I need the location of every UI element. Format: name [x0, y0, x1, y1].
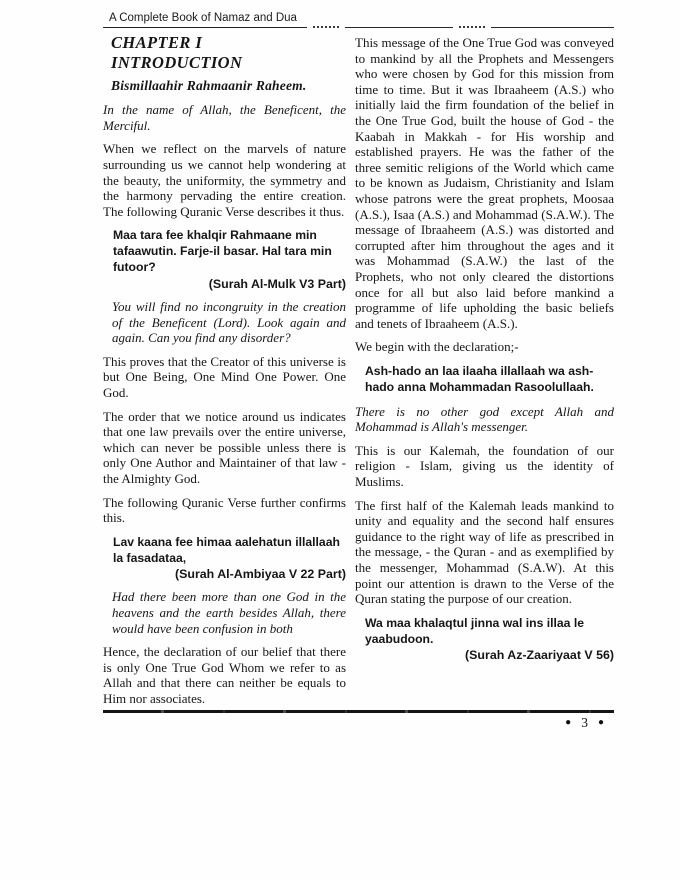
paragraph-confirms: The following Quranic Verse further confirms this. — [103, 494, 346, 526]
header-rule-dots — [459, 22, 485, 28]
header-rule-segment — [345, 23, 453, 28]
kalemah-verse: Ash-hado an laa ilaaha illallaah wa ash-hado anna Mohammadan Rasoolullaah. — [365, 363, 594, 394]
paragraph-message: This message of the One True God was conveyed to mankind by all the Prophets and Messengers who were chosen by God for this mission from time to time. But it was Ibraaheem (A.S.) who initially laid the firm foundation of the belief in the One True God, built the house of God - the Kaabah in Makkah - for His worship and established prayers. He was the father of the three semitic religions of the World which came to be known as Judaism, Christianity and Islam whose patrons were the great prophets, Moosaa (A.S.), Isaa (A.S.) and Mohammad (S.A.W.). The message of Ibraaheem (A.S.) was distorted and corrupted after him throughout the ages and it was Mohammad (S.A.W.) the last of the Prophets, who not only cleared the distortions once for all but also laid before mankind a programme of life upholding the basic beliefs and tenets of Ibraaheem (A.S.). — [355, 35, 614, 331]
right-column — [355, 33, 614, 707]
bismillah-translation: In the name of Allah, the Beneficent, the Merciful. — [103, 102, 346, 133]
bismillah: Bismillaahir Rahmaanir Raheem. — [111, 78, 307, 94]
page-number: 3 — [581, 714, 588, 730]
two-column-layout — [103, 33, 614, 707]
verse-translation-ambiyaa: Had there been more than one God in the heavens and the earth besides Allah, there would have been confusion in both — [112, 589, 346, 636]
paragraph-declaration: We begin with the declaration;- — [355, 339, 519, 355]
header-rule-dots — [313, 22, 339, 28]
quran-verse-ambiyaa: Lav kaana fee himaa aalehatun illallaah la fasadataa, — [113, 534, 340, 565]
left-column — [103, 33, 346, 707]
verse-reference-ambiyaa: (Surah Al-Ambiyaa V 22 Part) — [175, 567, 346, 582]
header-rule-segment — [491, 23, 614, 28]
paragraph-kalemah-foundation: This is our Kalemah, the foundation of our religion - Islam, giving us the identity of Muslims. — [355, 442, 614, 489]
page-content — [103, 8, 614, 731]
paragraph-hence: Hence, the declaration of our belief that there is only One True God Whom we refer to as Allah and that there can neither be equals to Him nor associates. — [103, 644, 346, 706]
verse-translation-mulk: You will find no incongruity in the creation of the Beneficent (Lord). Look again and again. Can you find any disorder? — [112, 298, 346, 346]
paragraph-nature: When we reflect on the marvels of nature surrounding us we cannot help wondering at the beauty, the uniformity, the symmetry and the harmony pervading the entire creation. The following Quranic Verse describes it thus. — [103, 141, 346, 219]
page-footer — [103, 715, 614, 731]
page-number-bullet: ● — [565, 716, 572, 728]
page-header — [103, 8, 614, 28]
kalemah-translation: There is no other god except Allah and Mohammad is Allah's messenger. — [355, 403, 614, 435]
verse-reference-mulk: (Surah Al-Mulk V3 Part) — [208, 276, 346, 291]
quran-verse-mulk: Maa tara fee khalqir Rahmaane min tafaawutin. Farje-il basar. Hal tara min futoor? — [113, 228, 332, 275]
page-number-bullet: ● — [597, 716, 604, 728]
paragraph-first-half: The first half of the Kalemah leads mankind to unity and equality and the second half ensures guidance to the right way of life as prescribed in the message, - the Quran - and as exemplified by the messenger, Mohammad (S.A.W). At this point our attention is drawn to the Verse of the Quran stating the purpose of our creation. — [355, 497, 614, 607]
quran-verse-zaariyaat: Wa maa khalaqtul jinna wal ins illaa le yaabudoon. — [365, 615, 584, 646]
chapter-subtitle: INTRODUCTION — [111, 53, 243, 73]
paragraph-order: The order that we notice around us indicates that one law prevails over the entire universe, which can never be possible unless there is only One Author and Maintainer of that law - the Almighty God. — [103, 408, 346, 486]
bottom-rule — [103, 710, 614, 713]
book-title: A Complete Book of Namaz and Dua — [103, 12, 307, 28]
verse-reference-zaariyaat: (Surah Az-Zaariyaat V 56) — [465, 648, 614, 663]
paragraph-one-being: This proves that the Creator of this universe is but One Being, One Mind One Power. One God. — [103, 353, 346, 400]
chapter-title: CHAPTER I — [111, 33, 203, 52]
